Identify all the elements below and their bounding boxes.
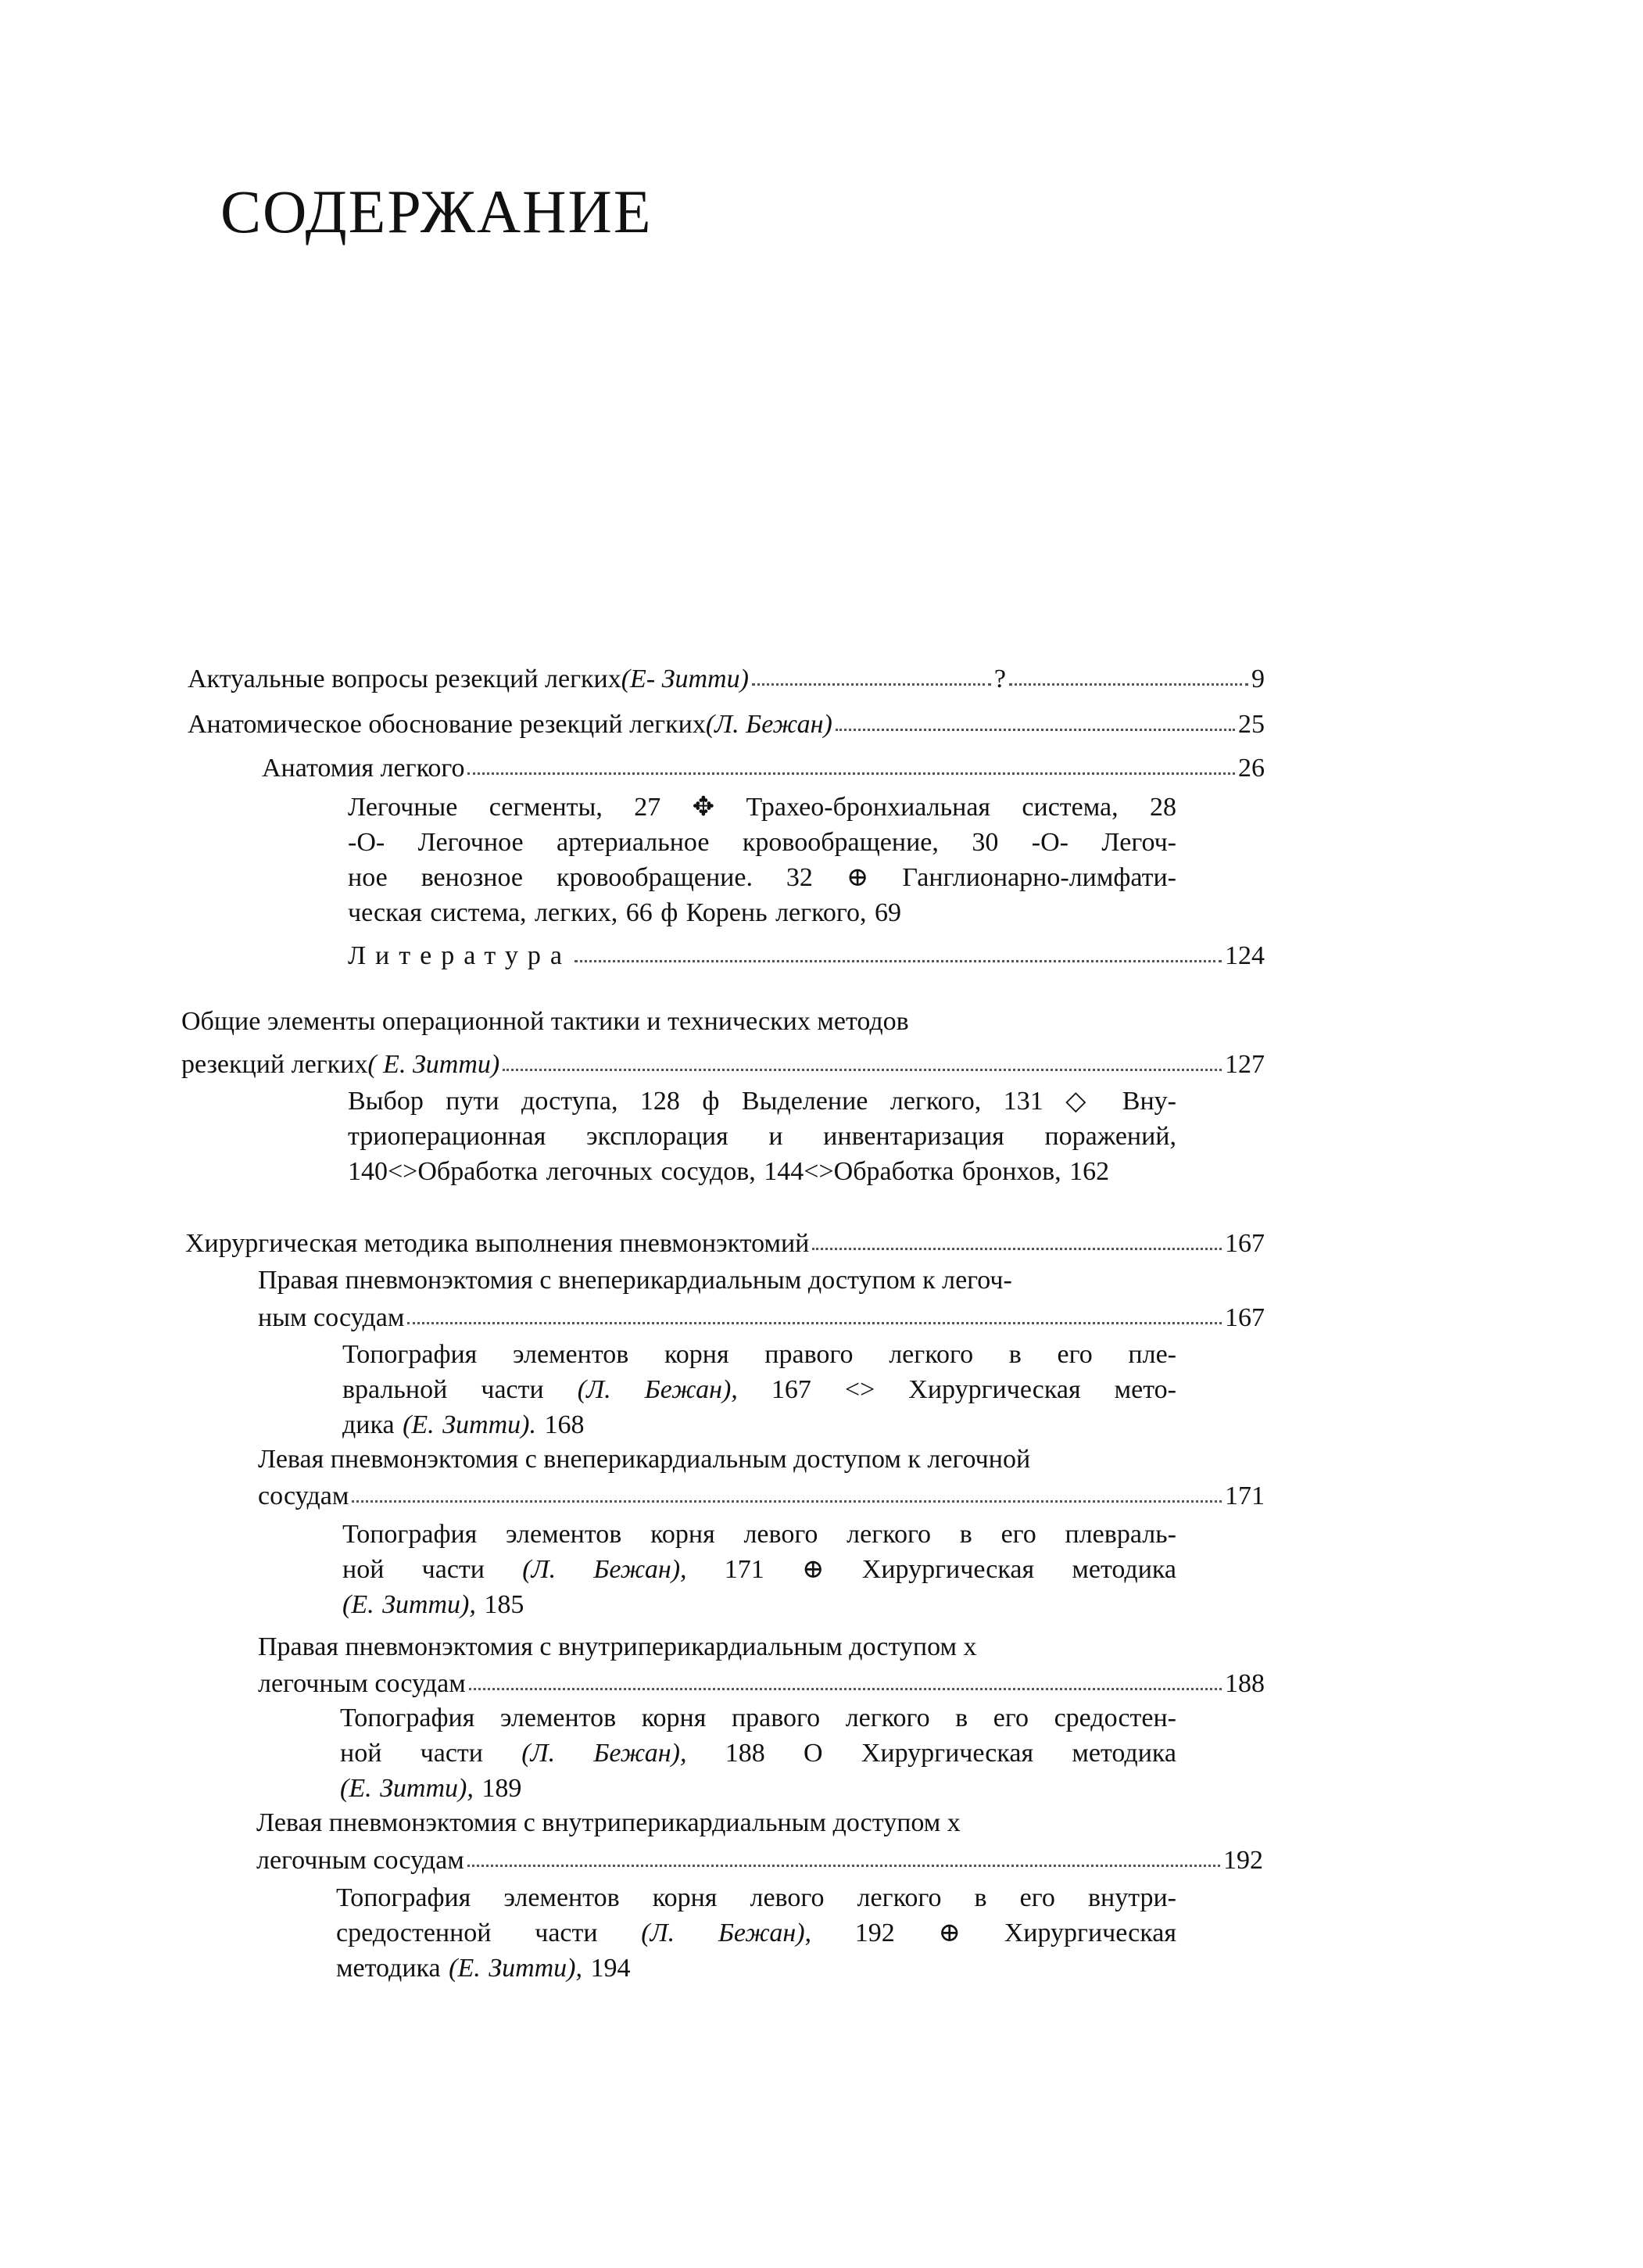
dot-leader xyxy=(752,683,991,686)
toc-entry[interactable] xyxy=(188,666,1265,693)
dot-leader xyxy=(407,1322,1222,1324)
toc-entry[interactable] xyxy=(258,1671,1265,1697)
toc-page-number: 171 xyxy=(1225,1482,1265,1510)
toc-page-number: 26 xyxy=(1238,754,1265,783)
toc-entry[interactable] xyxy=(185,1231,1265,1257)
toc-entry-title: Общие элементы операционной тактики и технических методов xyxy=(181,1007,909,1036)
subsection-line: Легочные сегменты, 27 ✥ Трахео-бронхиальная система, 28 xyxy=(348,793,1176,822)
dot-leader xyxy=(575,960,1222,962)
toc-subsection-list xyxy=(342,1517,1176,1622)
toc-subsection-list xyxy=(340,1700,1176,1806)
toc-entry-mark: ? xyxy=(993,665,1007,693)
subsection-line: Топография элементов корня левого легкого в его внутри- xyxy=(336,1883,1176,1912)
subsection-line: Выбор пути доступа, 128 ф Выделение легкого, 131 ◇ Вну- xyxy=(348,1087,1176,1116)
subsection-line: ное венозное кровообращение. 32 ⊕ Ганглионарно-лимфати- xyxy=(348,863,1176,892)
toc-subsection-list xyxy=(336,1880,1176,1986)
toc-entry-line xyxy=(258,1267,1180,1294)
toc-entry-line xyxy=(181,1009,1197,1035)
dot-leader xyxy=(469,1688,1222,1690)
toc-entry[interactable] xyxy=(348,943,1265,969)
toc-entry-title: легочным сосудам xyxy=(256,1846,464,1875)
dot-leader xyxy=(503,1069,1222,1071)
toc-page-number: 25 xyxy=(1238,710,1265,739)
toc-entry-title: Левая пневмонэктомия с внутриперикардиальным доступом х xyxy=(256,1808,961,1837)
subsection-line: (Е. Зитти), 185 xyxy=(342,1590,524,1619)
toc-page-number: 188 xyxy=(1225,1669,1265,1698)
toc-entry[interactable] xyxy=(258,1483,1265,1510)
toc-subsection-list xyxy=(348,1084,1176,1189)
subsection-line: средостенной части (Л. Бежан), 192 ⊕ Хирургическая xyxy=(336,1919,1177,1947)
dot-leader xyxy=(836,729,1235,731)
subsection-line: ческая система, легких, 66 ф Корень легкого, 69 xyxy=(348,898,901,927)
toc-entry-line xyxy=(256,1810,1179,1836)
toc-entry-line xyxy=(258,1634,1180,1661)
toc-entry-title: Анатомия легкого xyxy=(262,754,465,783)
dot-leader xyxy=(467,772,1235,775)
page-title: СОДЕРЖАНИЕ xyxy=(220,177,653,245)
subsection-line: дика (Е. Зитти). 168 xyxy=(342,1410,585,1439)
toc-page-number: 192 xyxy=(1223,1846,1263,1875)
dot-leader xyxy=(1009,683,1248,686)
toc-entry-author: (Л. Бежан) xyxy=(705,710,832,739)
subsection-line: (Е. Зитти), 189 xyxy=(340,1774,522,1803)
toc-page-number: 167 xyxy=(1225,1229,1265,1258)
toc-entry[interactable] xyxy=(262,755,1265,782)
toc-entry-title: Левая пневмонэктомия с внеперикардиальным доступом к легочной xyxy=(258,1445,1031,1474)
toc-entry-title: сосудам xyxy=(258,1482,349,1510)
subsection-line: ной части (Л. Бежан), 171 ⊕ Хирургическая методика xyxy=(342,1555,1176,1584)
dot-leader xyxy=(352,1500,1222,1503)
toc-entry[interactable] xyxy=(256,1847,1263,1874)
toc-page-number: 127 xyxy=(1225,1050,1265,1079)
subsection-line: Топография элементов корня правого легкого в его средостен- xyxy=(340,1704,1176,1732)
toc-entry-title: резекций легких xyxy=(181,1050,368,1079)
toc-page-number: 167 xyxy=(1225,1303,1265,1332)
subsection-line: ной части (Л. Бежан), 188 О Хирургическая методика xyxy=(340,1739,1177,1768)
subsection-line: -О- Легочное артериальное кровообращение, 30 -О- Легоч- xyxy=(348,828,1176,857)
toc-entry-title: Литература xyxy=(348,941,571,970)
subsection-line: триоперационная эксплорация и инвентаризация поражений, xyxy=(348,1122,1176,1151)
toc-entry-title: Правая пневмонэктомия с внутриперикардиальным доступом х xyxy=(258,1632,977,1661)
toc-entry[interactable] xyxy=(188,711,1265,738)
subsection-line: вральной части (Л. Бежан), 167 <> Хирургическая мето- xyxy=(342,1375,1176,1404)
toc-entry-line xyxy=(258,1446,1180,1473)
dot-leader xyxy=(812,1248,1222,1250)
toc-entry-title: Анатомическое обоснование резекций легких xyxy=(188,710,706,739)
toc-page-number: 124 xyxy=(1225,941,1265,970)
subsection-line: Топография элементов корня левого легкого в его плевраль- xyxy=(342,1520,1176,1549)
toc-entry[interactable] xyxy=(258,1305,1265,1331)
subsection-line: методика (Е. Зитти), 194 xyxy=(336,1954,631,1983)
toc-entry-author: ( Е. Зитти) xyxy=(367,1050,500,1079)
toc-subsection-list xyxy=(342,1337,1176,1442)
dot-leader xyxy=(467,1865,1220,1867)
toc-subsection-list xyxy=(348,790,1176,930)
toc-entry-title: Правая пневмонэктомия с внеперикардиальным доступом к легоч- xyxy=(258,1266,1012,1295)
subsection-line: Топография элементов корня правого легкого в его пле- xyxy=(342,1340,1176,1369)
toc-entry-title: ным сосудам xyxy=(258,1303,405,1332)
toc-entry[interactable] xyxy=(181,1052,1265,1078)
toc-entry-title: легочным сосудам xyxy=(258,1669,466,1698)
subsection-line: 140<>Обработка легочных сосудов, 144<>Обработка бронхов, 162 xyxy=(348,1157,1110,1186)
toc-entry-title: Хирургическая методика выполнения пневмонэктомий xyxy=(185,1229,810,1258)
toc-entry-author: (Е- Зитти) xyxy=(621,665,749,693)
toc-page-number: 9 xyxy=(1251,665,1265,693)
toc-entry-title: Актуальные вопросы резекций легких xyxy=(188,665,621,693)
